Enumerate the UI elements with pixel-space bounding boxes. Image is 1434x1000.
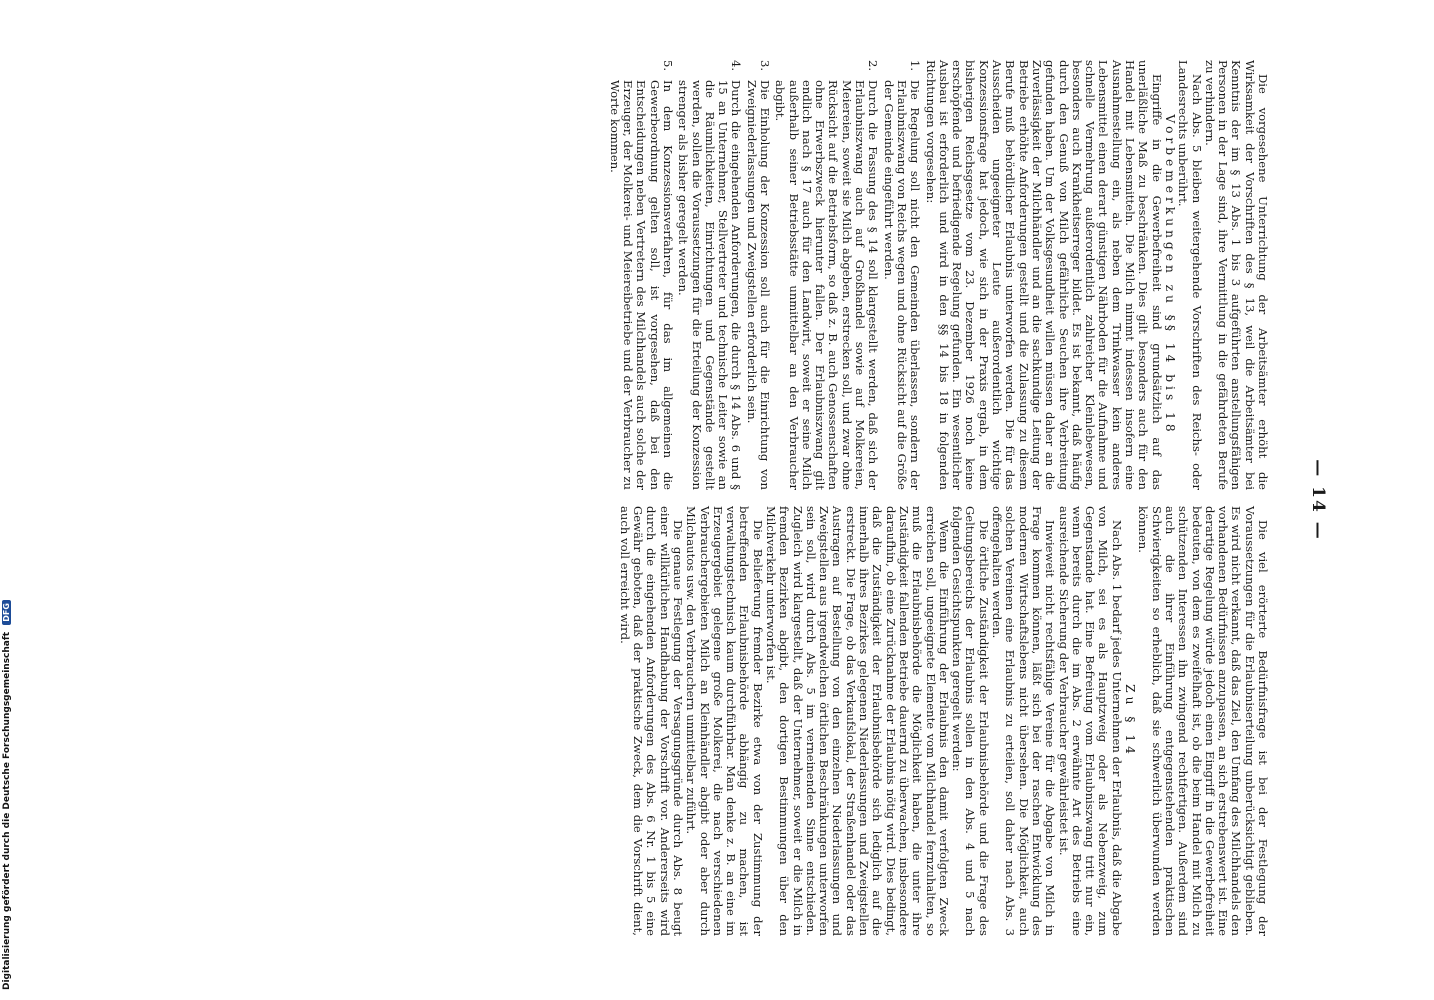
list-number: 1. xyxy=(908,60,923,72)
list-item xyxy=(676,60,742,490)
list-text: In dem Konzessionsverfahren, für das im allgemeinen die Gewerbeordnung gelten soll, ist vorgesehen, daß bei den Entscheidungen neben Vertretern des Milchhandels auch solche der Erzeuger, der Molkerei- und Meiereibetriebe und der Verbraucher zu Worte kommen. xyxy=(607,80,675,490)
paragraph: Nach Abs. 1 bedarf jedes Unternehmen der Erlaubnis, daß die Abgabe von Milch, sei es als Hauptzweig oder als Nebenzweig, zum Gegenstande hat. Eine Befreiung vom Erlaubniszwang tritt nur ein, wenn bereits durch die im Abs. 2 erwähnte Art des Betriebs eine ausreichende Sicherung der Verbraucher gewährleistet ist. xyxy=(1056,506,1124,936)
list-number: 5. xyxy=(660,60,675,72)
list-item xyxy=(744,60,771,490)
list-item xyxy=(773,60,879,490)
paragraph: Inwieweit nicht rechtsfähige Vereine für die Abgabe von Milch in Frage kommen können, läßt sich bei der raschen Entwicklung des modernen Wirtschaftslebens nicht übersehen. Die Möglichkeit, auch solchen Vereinen eine Erlaubnis zu erteilen, soll daher nach Abs. 3 offengehalten werden. xyxy=(990,506,1058,936)
section-heading: Zu § 14 xyxy=(1123,684,1138,758)
paragraph: Wenn die Einführung der Erlaubnis den damit verfolgten Zweck erreichen soll, ungeeignete Elemente vom Milchhandel fernzuhalten, so muß die Erlaubnisbehörde die Möglichkeit haben, die unter ihre Zuständigkeit fallenden Betriebe dauernd zu überwachen, insbesondere daraufhin, ob eine Zurücknahme der Erlaubnis nötig wird. Dies bedingt, daß die Zuständigkeit der Erlaubnisbehörde sich lediglich auf die innerhalb ihres Bezirkes gelegenen Niederlassungen und Zweigstellen erstreckt. Die Frage, ob das Verkaufslokal, der Straßenhandel oder das Austragen auf Bestellung von den einzelnen Niederlassungen und Zweigstellen aus irgendwelchen örtlichen Beschränkungen unterworfen sein soll, wird durch Abs. 5 im verneinenden Sinne entschieden. Zugleich wird klargestellt, daß der Unternehmer, soweit er die Milch in fremden Bezirken abgibt, den dortigen Bestimmungen über den Milchverkehr unterworfen ist. xyxy=(764,506,951,936)
list-number: 2. xyxy=(866,60,881,72)
dfg-logo: DFG xyxy=(2,600,11,625)
list-text: Durch die Fassung des § 14 soll klargestellt werden, daß sich der Erlaubniszwang auch auf Großhandel sowie auf Molkereien, Meiereien, soweit sie Milch abgeben, erstrecken soll, und zwar ohne Rücksicht auf die Betriebsform, so daß z. B. auch Genossenschaften ohne Erwerbszweck hierunter fallen. Der Erlaubniszwang gilt endlich nach § 17 auch für den Landwirt, soweit er seine Milch außerhalb seiner Betriebsstätte unmittelbar an den Verbraucher abgibt. xyxy=(773,80,881,490)
digitization-credit xyxy=(2,600,14,990)
credit-text: Digitalisierung gefördert durch die Deutsche Forschungsgemeinschaft xyxy=(2,631,12,990)
list-text: Durch die eingehenden Anforderungen, die durch § 14 Abs. 6 und § 15 an Unternehmer, Stellvertreter und technische Leiter sowie an die Räumlichkeiten, Einrichtungen und Gegenstände gestellt werden, sollen die Voraussetzungen für die Erteilung der Konzession strenger als bisher geregelt werden. xyxy=(676,80,744,490)
section-heading: Vorbemerkungen zu §§ 14 bis 18 xyxy=(1162,114,1177,436)
paragraph: Die genaue Festlegung der Versagungsgründe durch Abs. 8 beugt einer willkürlichen Handhabung der Vorschrift vor. Andererseits wird durch die eingehenden Anforderungen des Abs. 6 Nr. 1 bis 5 eine Gewähr geboten, daß der praktische Zweck, dem die Vorschrift dient, auch voll erreicht wird. xyxy=(617,506,685,936)
left-column xyxy=(607,60,1269,490)
list-text: Die Regelung soll nicht den Gemeinden überlassen, sondern der Erlaubniszwang von Reichs wegen und ohne Rücksicht auf die Größe der Gemeinde eingeführt werden. xyxy=(881,80,923,490)
paragraph: Die Belieferung fremder Bezirke etwa von der Zustimmung der betreffenden Erlaubnisbehörde abhängig zu machen, ist verwaltungstechnisch kaum durchführbar. Man denke z. B. an eine im Erzeugergebiet gelegene große Molkerei, die nach verschiedenen Verbrauchergebieten Milch an Kleinhändler abgibt oder aber durch Milchautos usw. den Verbrauchern unmittelbar zuführt. xyxy=(684,506,765,936)
right-column xyxy=(617,506,1269,936)
paragraph: Die örtliche Zuständigkeit der Erlaubnisbehörde und die Frage des Geltungsbereichs der Erlaubnis sollen in den Abs. 4 und 5 nach folgenden Gesichtspunkten geregelt werden: xyxy=(950,506,991,936)
list-number: 4. xyxy=(729,60,744,72)
paragraph: Die vorgesehene Unterrichtung der Arbeitsämter erhöht die Wirksamkeit der Vorschriften des § 13, weil die Arbeitsämter bei Kenntnis der im § 13 Abs. 1 bis 3 aufgeführten anstellungsfähigen Personen in der Lage sind, ihre Vermittlung in die gefährdeten Berufe zu verhindern. xyxy=(1202,60,1270,490)
paragraph: Eingriffe in die Gewerbefreiheit sind grundsätzlich auf das unerläßliche Maß zu beschränken. Dies gilt besonders auch für den Handel mit Lebensmitteln. Die Milch nimmt indessen insofern eine Ausnahmestellung ein, als neben dem Trinkwasser kein anderes Lebensmittel einen derart günstigen Nährboden für die Aufnahme und schnelle Vermehrung außerordentlich zahlreicher Kleinlebewesen, besonders auch Krankheitserreger bildet. Es ist bekannt, daß häufig durch den Genuß von Milch gefährliche Seuchen ihre Verbreitung gefunden haben. Um der Volksgesundheit willen müssen daher an die Zuverlässigkeit der Milchhändler und an die sachkundige Leitung der Betriebe erhöhte Anforderungen gestellt und die Zulassung zu diesem Berufe muß behördlicher Erlaubnis unterworfen werden. Die für das Ausscheiden ungeeigneter Leute außerordentlich wichtige Konzessionsfrage hat jedoch, wie sich in der Praxis ergab, in dem bisherigen Reichsgesetze vom 23. Dezember 1926 noch keine erschöpfende und befriedigende Regelung gefunden. Ein wesentlicher Ausbau ist erforderlich und wird in den §§ 14 bis 18 in folgenden Richtungen vorgesehen: xyxy=(923,60,1164,490)
list-item xyxy=(607,60,673,490)
paragraph: Nach Abs. 5 bleiben weitergehende Vorschriften des Reichs- oder Landesrechts unberührt. xyxy=(1176,60,1204,490)
list-number: 3. xyxy=(758,60,773,72)
list-item xyxy=(881,60,921,490)
page-number: — 14 — xyxy=(1308,459,1328,541)
paragraph: Die viel erörterte Bedürfnisfrage ist bei der Festlegung der Voraussetzungen für die Erlaubniserteilung unberücksichtigt geblieben. Es wird nicht verkannt, daß das Ziel, den Umfang des Milchhandels den vorhandenen Bedürfnissen anzupassen, an sich erstrebenswert ist. Eine derartige Regelung würde jedoch einen Eingriff in die Gewerbefreiheit bedeuten, von dem es zweifelhaft ist, ob die beim Handel mit Milch zu schützenden Interessen ihn zwingend rechtfertigen. Außerdem sind auch die ihrer Einführung entgegenstehenden praktischen Schwierigkeiten so erheblich, daß sie schwerlich überwunden werden können. xyxy=(1136,506,1270,936)
list-text: Die Einholung der Konzession soll auch für die Einrichtung von Zweigniederlassungen und Zweigstellen erforderlich sein. xyxy=(744,80,773,490)
